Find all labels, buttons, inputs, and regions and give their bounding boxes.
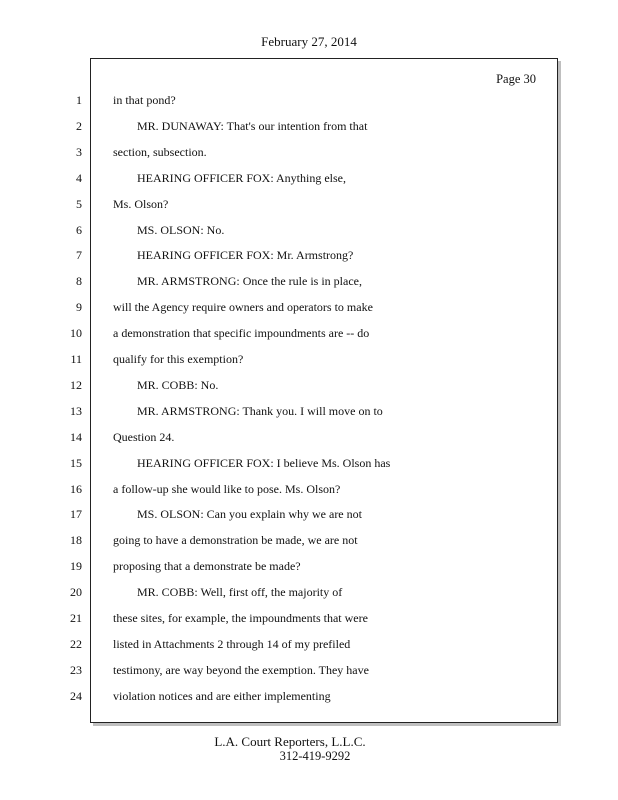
line-number: 2 [76, 119, 82, 133]
transcript-line: HEARING OFFICER FOX: Mr. Armstrong? [137, 248, 354, 262]
transcript-line: listed in Attachments 2 through 14 of my prefiled [113, 637, 351, 651]
transcript-line: MR. COBB: No. [137, 378, 219, 392]
line-number: 21 [70, 611, 82, 625]
line-number: 7 [76, 248, 82, 262]
line-number: 15 [70, 456, 82, 470]
court-reporter-phone: 312-419-9292 [279, 749, 351, 763]
line-number: 14 [70, 430, 82, 444]
line-number: 23 [70, 663, 82, 677]
line-number: 17 [70, 507, 82, 521]
transcript-line: section, subsection. [113, 145, 207, 159]
transcript-line: MR. COBB: Well, first off, the majority of [137, 585, 343, 599]
line-number: 4 [76, 171, 82, 185]
transcript-line: testimony, are way beyond the exemption. They have [113, 663, 369, 677]
transcript-date: February 27, 2014 [261, 34, 357, 49]
transcript-line: in that pond? [113, 93, 176, 107]
line-number: 24 [70, 689, 82, 703]
line-number: 13 [70, 404, 82, 418]
transcript-line: MR. ARMSTRONG: Thank you. I will move on to [137, 404, 383, 418]
transcript-line: Question 24. [113, 430, 175, 444]
line-number: 5 [76, 197, 82, 211]
transcript-line: MR. DUNAWAY: That's our intention from that [137, 119, 368, 133]
line-number: 3 [76, 145, 82, 159]
line-number: 20 [70, 585, 82, 599]
line-number: 9 [76, 300, 82, 314]
transcript-line: MR. ARMSTRONG: Once the rule is in place, [137, 274, 362, 288]
transcript-line: a follow-up she would like to pose. Ms. Olson? [113, 482, 341, 496]
transcript-line: a demonstration that specific impoundments are -- do [113, 326, 370, 340]
transcript-line: Ms. Olson? [113, 197, 169, 211]
line-number: 22 [70, 637, 82, 651]
transcript-line: will the Agency require owners and operators to make [113, 300, 373, 314]
page-number: Page 30 [496, 72, 536, 86]
transcript-line: MS. OLSON: Can you explain why we are not [137, 507, 362, 521]
line-number: 18 [70, 533, 82, 547]
transcript-line: going to have a demonstration be made, we are not [113, 533, 358, 547]
transcript-line: proposing that a demonstrate be made? [113, 559, 301, 573]
transcript-line: qualify for this exemption? [113, 352, 244, 366]
line-number: 6 [76, 223, 82, 237]
line-number: 12 [70, 378, 82, 392]
court-reporter-name: L.A. Court Reporters, L.L.C. [214, 734, 366, 749]
line-number: 1 [76, 93, 82, 107]
line-number: 19 [70, 559, 82, 573]
line-number: 8 [76, 274, 82, 288]
transcript-line: these sites, for example, the impoundments that were [113, 611, 368, 625]
transcript-line: violation notices and are either implementing [113, 689, 331, 703]
line-number: 11 [70, 352, 82, 366]
line-number: 10 [70, 326, 82, 340]
transcript-line: HEARING OFFICER FOX: Anything else, [137, 171, 347, 185]
line-number: 16 [70, 482, 82, 496]
transcript-line: HEARING OFFICER FOX: I believe Ms. Olson has [137, 456, 391, 470]
transcript-line: MS. OLSON: No. [137, 223, 225, 237]
